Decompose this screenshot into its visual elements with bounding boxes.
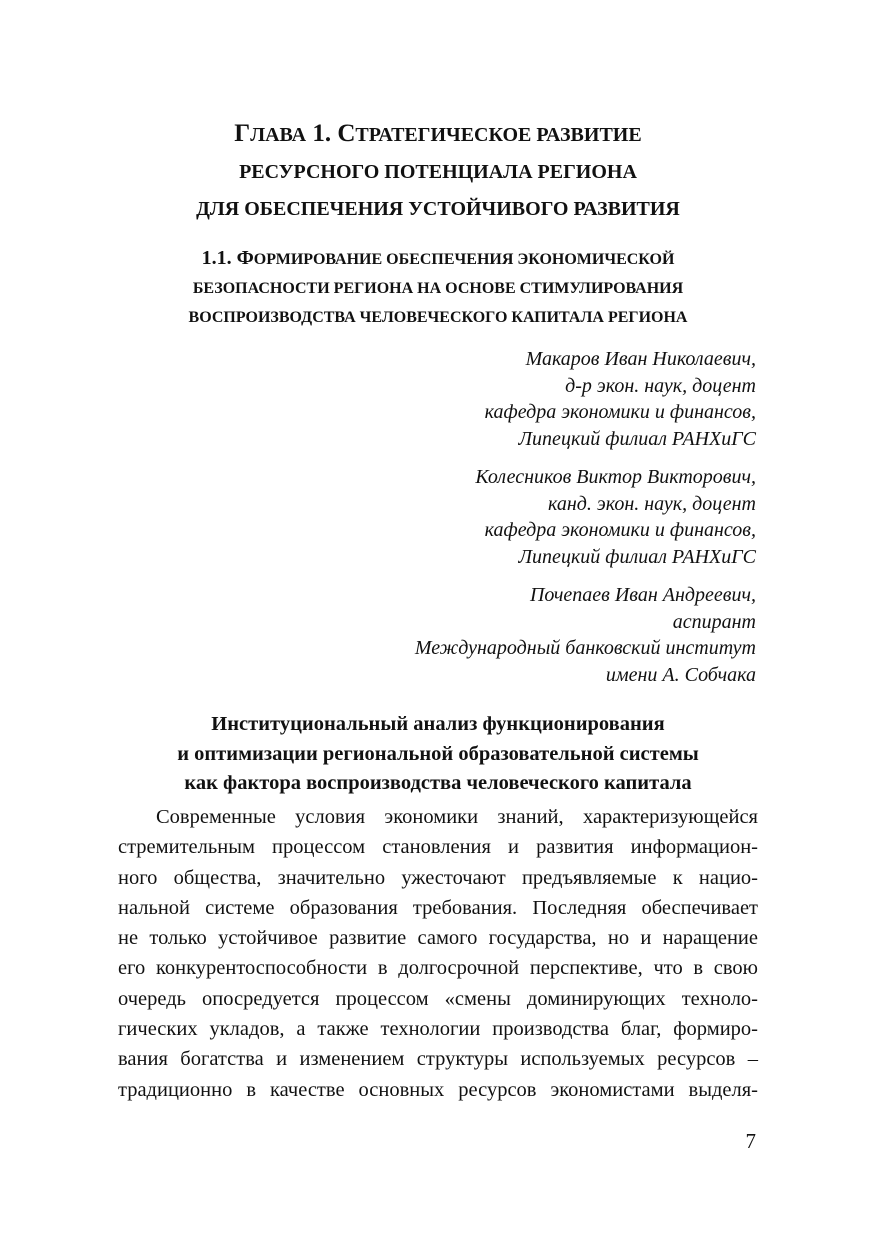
author-affiliation: Липецкий филиал РАНХиГС — [518, 545, 756, 568]
subtitle-line: как фактора воспроизводства человеческого капитала — [184, 772, 692, 794]
body-line: Современные условия экономики знаний, характеризующейся — [156, 806, 758, 828]
author-affiliation: Международный банковский институт — [414, 637, 756, 659]
author-name: Колесников Виктор Викторович, — [475, 466, 756, 488]
author-kolesnikov — [236, 464, 756, 570]
chapter-title-text: РЕСУРСНОГО ПОТЕНЦИАЛА РЕГИОНА — [239, 161, 637, 183]
chapter-title-line — [100, 190, 776, 227]
subtitle-line: и оптимизации региональной образовательной системы — [177, 742, 699, 765]
page-number: 7 — [745, 1129, 756, 1153]
chapter-title-text: ДЛЯ ОБЕСПЕЧЕНИЯ УСТОЙЧИВОГО РАЗВИТИЯ — [196, 198, 680, 220]
section-title-line — [110, 244, 766, 274]
section-title — [110, 244, 766, 332]
body-paragraph — [118, 802, 758, 1105]
article-subtitle — [110, 710, 766, 799]
authors-block — [236, 346, 756, 700]
chapter-title-text: ЛАВА — [250, 124, 307, 146]
author-degree: д-р экон. наук, доцент — [565, 374, 756, 397]
body-line: гических укладов, а также технологии производства благ, формиро- — [118, 1018, 758, 1041]
body-line: традиционно в качестве основных ресурсов экономистами выделя- — [118, 1078, 758, 1101]
section-title-text: ВОСПРОИЗВОДСТВА ЧЕЛОВЕЧЕСКОГО КАПИТАЛА РЕГИОНА — [188, 309, 688, 326]
author-degree: канд. экон. наук, доцент — [548, 492, 756, 515]
chapter-title — [100, 116, 776, 227]
author-affiliation-name: имени А. Собчака — [605, 663, 756, 686]
author-pochepaev — [236, 582, 756, 688]
body-line: не только устойчивое развитие самого государства, но и наращение — [118, 927, 758, 950]
chapter-title-line — [100, 116, 776, 153]
section-title-text: БЕЗОПАСНОСТИ РЕГИОНА НА ОСНОВЕ СТИМУЛИРОВАНИЯ — [192, 280, 684, 297]
section-title-line — [110, 274, 766, 303]
author-name: Макаров Иван Николаевич, — [525, 348, 756, 370]
chapter-title-text: Г — [234, 120, 251, 147]
author-name: Почепаев Иван Андреевич, — [529, 584, 756, 606]
author-makarov — [236, 346, 756, 452]
section-title-line — [110, 303, 766, 332]
section-title-text: ОРМИРОВАНИЕ ОБЕСПЕЧЕНИЯ ЭКОНОМИЧЕСКОЙ — [253, 251, 675, 268]
body-line: очередь опосредуется процессом «смены доминирующих техноло- — [118, 987, 758, 1010]
subtitle-line: Институциональный анализ функционирования — [211, 713, 665, 735]
body-line: стремительным процессом становления и развития информацион- — [118, 836, 758, 859]
author-affiliation: Липецкий филиал РАНХиГС — [518, 427, 756, 450]
body-line: нальной системе образования требования. Последняя обеспечивает — [118, 896, 758, 919]
chapter-title-text: ТРАТЕГИЧЕСКОЕ РАЗВИТИЕ — [355, 124, 642, 146]
author-department: кафедра экономики и финансов, — [484, 401, 756, 423]
body-line: его конкурентоспособности в долгосрочной перспективе, что в свою — [118, 957, 758, 980]
body-line: вания богатства и изменением структуры используемых ресурсов – — [118, 1048, 758, 1071]
chapter-title-text: 1. С — [306, 120, 356, 147]
author-degree: аспирант — [672, 610, 756, 633]
body-line: ного общества, значительно ужесточают предъявляемые к нацио- — [118, 866, 758, 889]
chapter-title-line — [100, 153, 776, 190]
author-department: кафедра экономики и финансов, — [484, 519, 756, 541]
section-title-text: 1.1. Ф — [201, 247, 254, 269]
